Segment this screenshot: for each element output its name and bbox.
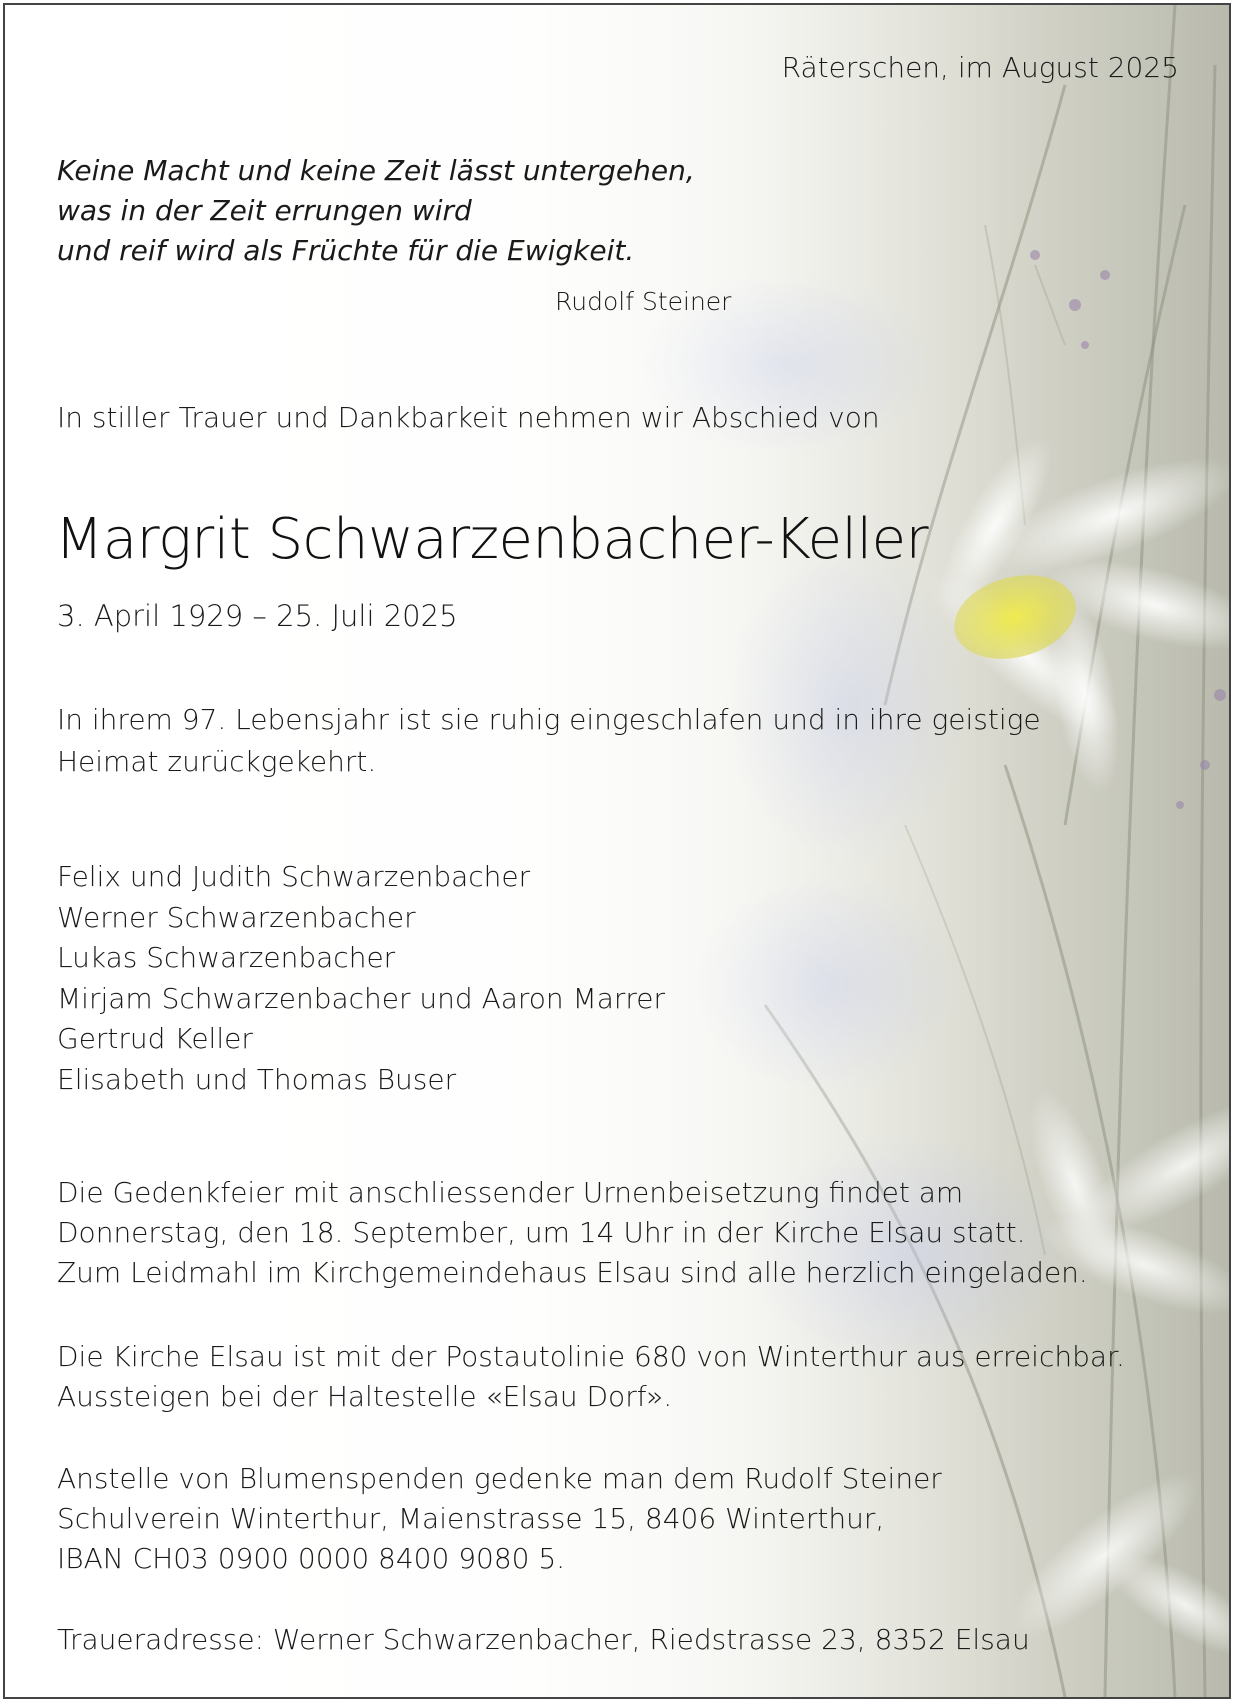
quote-line: und reif wird als Früchte für die Ewigkeit.: [57, 234, 635, 267]
ceremony-line: Zum Leidmahl im Kirchgemeindehaus Elsau sind alle herzlich eingeladen.: [57, 1256, 1088, 1289]
transport-line: Die Kirche Elsau ist mit der Postautolinie 680 von Winterthur aus erreichbar.: [57, 1340, 1125, 1373]
deceased-name: Margrit Schwarzenbacher-Keller: [55, 507, 929, 572]
bio-line: In ihrem 97. Lebensjahr ist sie ruhig eingeschlafen und in ihre geistige: [57, 703, 1041, 736]
quote-line: Keine Macht und keine Zeit lässt untergehen,: [57, 154, 695, 187]
mourner-name: Elisabeth und Thomas Buser: [57, 1062, 457, 1096]
life-dates: 3. April 1929 – 25. Juli 2025: [57, 599, 458, 633]
bio-text: [57, 699, 1041, 783]
ceremony-line: Donnerstag, den 18. September, um 14 Uhr in der Kirche Elsau statt.: [57, 1216, 1026, 1249]
ceremony-info: [57, 1173, 1088, 1293]
transport-info: [57, 1337, 1125, 1417]
quote-text: [57, 151, 695, 271]
place-date: Räterschen, im August 2025: [781, 51, 1179, 84]
mourner-name: Lukas Schwarzenbacher: [57, 941, 396, 974]
donation-line: Anstelle von Blumenspenden gedenke man dem Rudolf Steiner: [57, 1462, 942, 1495]
donation-line: Schulverein Winterthur, Maienstrasse 15, 8406 Winterthur,: [57, 1502, 885, 1535]
bio-line: Heimat zurückgekehrt.: [57, 745, 377, 778]
mourners-list: [57, 857, 665, 1100]
donation-line: IBAN CH03 0900 0000 8400 9080 5.: [57, 1542, 566, 1575]
mourning-address: Traueradresse: Werner Schwarzenbacher, Riedstrasse 23, 8352 Elsau: [57, 1623, 1030, 1656]
mourner-name: Werner Schwarzenbacher: [57, 900, 416, 934]
mourner-name: Gertrud Keller: [57, 1022, 253, 1055]
quote-author: Rudolf Steiner: [555, 287, 732, 316]
mourner-name: Felix und Judith Schwarzenbacher: [57, 860, 531, 893]
transport-line: Aussteigen bei der Haltestelle «Elsau Dorf».: [57, 1380, 673, 1413]
mourner-name: Mirjam Schwarzenbacher und Aaron Marrer: [57, 981, 666, 1015]
quote-line: was in der Zeit errungen wird: [57, 194, 472, 227]
ceremony-line: Die Gedenkfeier mit anschliessender Urnenbeisetzung findet am: [57, 1176, 964, 1209]
obituary-card: [3, 3, 1231, 1699]
intro-text: In stiller Trauer und Dankbarkeit nehmen wir Abschied von: [57, 401, 880, 434]
donation-info: [57, 1459, 942, 1579]
